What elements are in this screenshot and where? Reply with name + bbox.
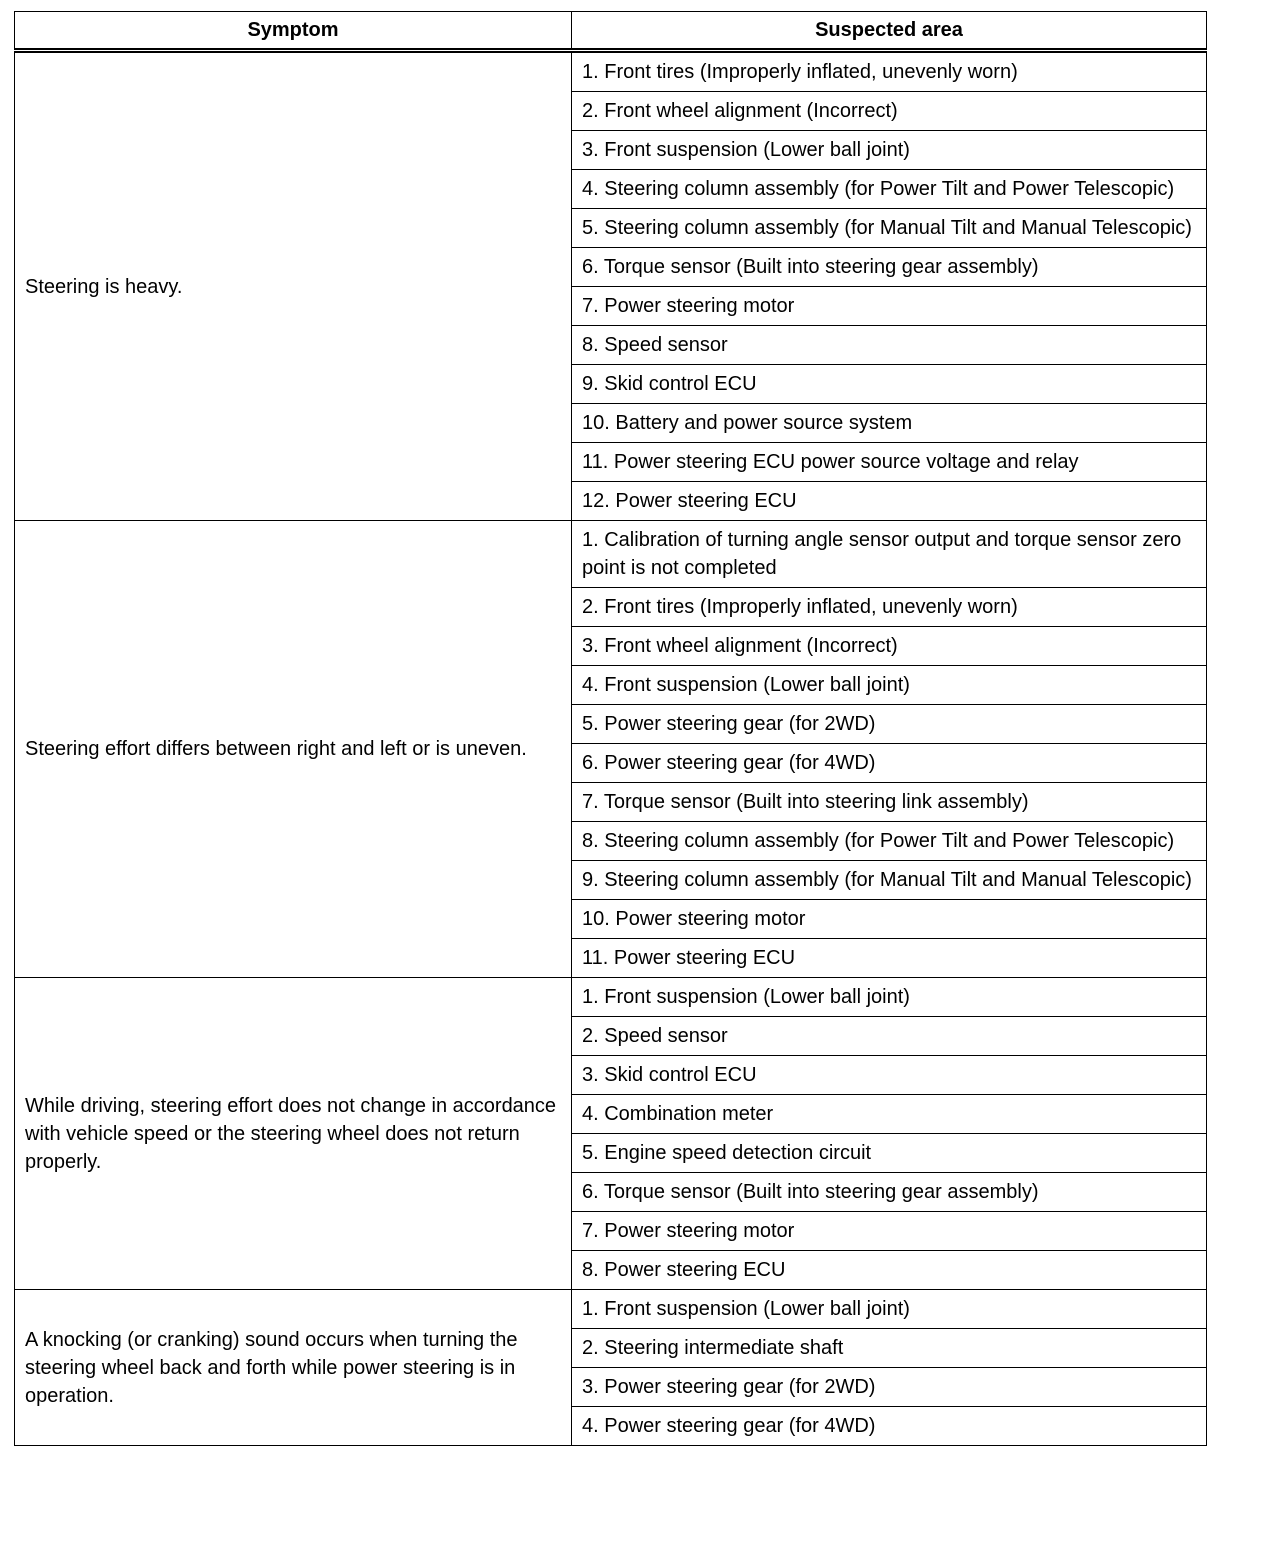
suspected-area-cell: 5. Engine speed detection circuit — [572, 1134, 1207, 1173]
table-row — [15, 51, 1207, 92]
suspected-area-cell: 2. Front wheel alignment (Incorrect) — [572, 92, 1207, 131]
suspected-area-cell: 4. Front suspension (Lower ball joint) — [572, 666, 1207, 705]
suspected-area-cell: 11. Power steering ECU — [572, 939, 1207, 978]
suspected-area-cell: 4. Combination meter — [572, 1095, 1207, 1134]
suspected-area-cell: 9. Skid control ECU — [572, 365, 1207, 404]
suspected-area-cell: 6. Power steering gear (for 4WD) — [572, 744, 1207, 783]
symptom-cell: While driving, steering effort does not change in accordance with vehicle speed or the steering wheel does not return properly. — [15, 978, 572, 1290]
table-row — [15, 521, 1207, 588]
suspected-area-column-header: Suspected area — [572, 12, 1207, 51]
suspected-area-cell: 5. Power steering gear (for 2WD) — [572, 705, 1207, 744]
suspected-area-cell: 10. Power steering motor — [572, 900, 1207, 939]
suspected-area-cell: 1. Front suspension (Lower ball joint) — [572, 1290, 1207, 1329]
symptom-cell: Steering is heavy. — [15, 51, 572, 521]
symptom-cell: A knocking (or cranking) sound occurs when turning the steering wheel back and forth while power steering is in operation. — [15, 1290, 572, 1446]
suspected-area-cell: 2. Steering intermediate shaft — [572, 1329, 1207, 1368]
table-row — [15, 1290, 1207, 1329]
suspected-area-cell: 4. Steering column assembly (for Power Tilt and Power Telescopic) — [572, 170, 1207, 209]
symptom-column-header: Symptom — [15, 12, 572, 51]
suspected-area-cell: 3. Skid control ECU — [572, 1056, 1207, 1095]
suspected-area-cell: 8. Steering column assembly (for Power Tilt and Power Telescopic) — [572, 822, 1207, 861]
suspected-area-cell: 2. Speed sensor — [572, 1017, 1207, 1056]
suspected-area-cell: 1. Calibration of turning angle sensor output and torque sensor zero point is not completed — [572, 521, 1207, 588]
suspected-area-cell: 10. Battery and power source system — [572, 404, 1207, 443]
suspected-area-cell: 6. Torque sensor (Built into steering gear assembly) — [572, 1173, 1207, 1212]
suspected-area-cell: 1. Front tires (Improperly inflated, unevenly worn) — [572, 51, 1207, 92]
troubleshooting-table — [14, 11, 1207, 1446]
suspected-area-cell: 5. Steering column assembly (for Manual Tilt and Manual Telescopic) — [572, 209, 1207, 248]
suspected-area-cell: 7. Power steering motor — [572, 287, 1207, 326]
table-body — [15, 51, 1207, 1446]
header-row — [15, 12, 1207, 51]
suspected-area-cell: 8. Speed sensor — [572, 326, 1207, 365]
suspected-area-cell: 7. Torque sensor (Built into steering link assembly) — [572, 783, 1207, 822]
suspected-area-cell: 1. Front suspension (Lower ball joint) — [572, 978, 1207, 1017]
suspected-area-cell: 2. Front tires (Improperly inflated, unevenly worn) — [572, 588, 1207, 627]
suspected-area-cell: 9. Steering column assembly (for Manual Tilt and Manual Telescopic) — [572, 861, 1207, 900]
suspected-area-cell: 3. Front wheel alignment (Incorrect) — [572, 627, 1207, 666]
suspected-area-cell: 8. Power steering ECU — [572, 1251, 1207, 1290]
suspected-area-cell: 4. Power steering gear (for 4WD) — [572, 1407, 1207, 1446]
suspected-area-cell: 7. Power steering motor — [572, 1212, 1207, 1251]
suspected-area-cell: 11. Power steering ECU power source voltage and relay — [572, 443, 1207, 482]
suspected-area-cell: 3. Front suspension (Lower ball joint) — [572, 131, 1207, 170]
table-row — [15, 978, 1207, 1017]
suspected-area-cell: 3. Power steering gear (for 2WD) — [572, 1368, 1207, 1407]
suspected-area-cell: 6. Torque sensor (Built into steering gear assembly) — [572, 248, 1207, 287]
suspected-area-cell: 12. Power steering ECU — [572, 482, 1207, 521]
symptom-cell: Steering effort differs between right and left or is uneven. — [15, 521, 572, 978]
